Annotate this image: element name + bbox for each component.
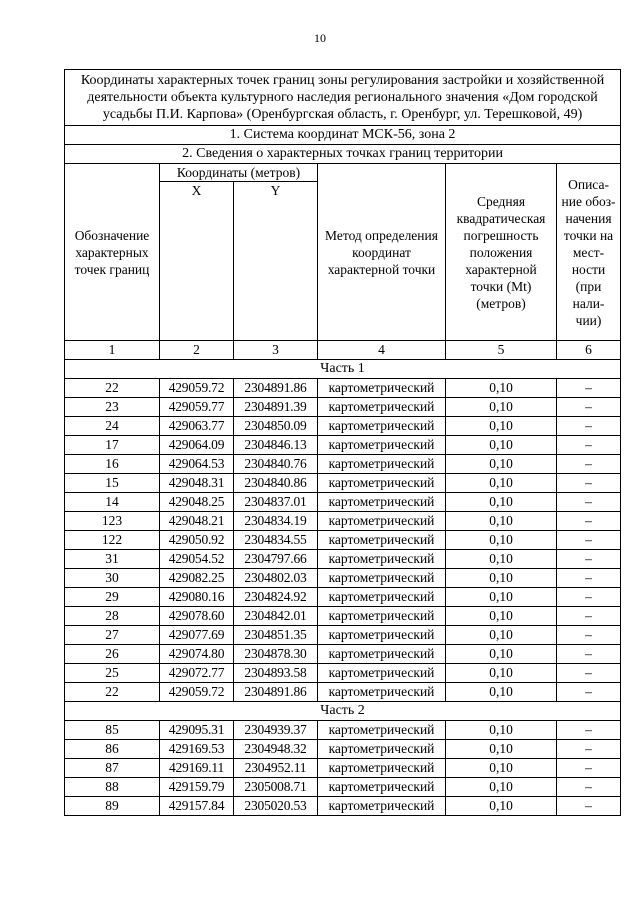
y-coordinate-cell: 2304834.55	[234, 531, 318, 550]
table-row	[65, 417, 621, 436]
error-cell: 0,10	[446, 683, 557, 702]
x-coordinate-cell: 429063.77	[160, 417, 234, 436]
method-cell: картометрический	[318, 531, 446, 550]
description-cell: –	[557, 417, 621, 436]
error-cell: 0,10	[446, 474, 557, 493]
y-coordinate-cell: 2304842.01	[234, 607, 318, 626]
header-description: Описа- ние обоз- начения точки на мест- ности (при нали- чии)	[557, 164, 621, 341]
method-cell: картометрический	[318, 626, 446, 645]
table-row	[65, 588, 621, 607]
header-designation: Обозначение характерных точек границ	[65, 164, 160, 341]
y-coordinate-cell: 2304948.32	[234, 740, 318, 759]
column-number: 2	[160, 341, 234, 360]
error-cell: 0,10	[446, 379, 557, 398]
y-coordinate-cell: 2304824.92	[234, 588, 318, 607]
method-cell: картометрический	[318, 398, 446, 417]
description-cell: –	[557, 569, 621, 588]
method-cell: картометрический	[318, 455, 446, 474]
y-coordinate-cell: 2304878.30	[234, 645, 318, 664]
description-cell: –	[557, 379, 621, 398]
point-number-cell: 26	[65, 645, 160, 664]
method-cell: картометрический	[318, 550, 446, 569]
description-cell: –	[557, 607, 621, 626]
description-cell: –	[557, 455, 621, 474]
table-row	[65, 455, 621, 474]
table-title: Координаты характерных точек границ зоны регулирования застройки и хозяйственной деятельности объекта культурного наследия регионального значения «Дом городской усадьбы П.И. Карпова» (Оренбургская область, г. Оренбург, ул. Терешковой, 49)	[65, 70, 621, 126]
description-cell: –	[557, 759, 621, 778]
y-coordinate-cell: 2305008.71	[234, 778, 318, 797]
description-cell: –	[557, 436, 621, 455]
coordinates-table	[64, 69, 621, 816]
description-cell: –	[557, 778, 621, 797]
point-number-cell: 23	[65, 398, 160, 417]
point-number-cell: 87	[65, 759, 160, 778]
table-row	[65, 607, 621, 626]
error-cell: 0,10	[446, 398, 557, 417]
x-coordinate-cell: 429059.72	[160, 683, 234, 702]
table-row	[65, 512, 621, 531]
y-coordinate-cell: 2304802.03	[234, 569, 318, 588]
table-row	[65, 778, 621, 797]
x-coordinate-cell: 429048.25	[160, 493, 234, 512]
point-number-cell: 17	[65, 436, 160, 455]
x-coordinate-cell: 429064.09	[160, 436, 234, 455]
point-number-cell: 22	[65, 379, 160, 398]
error-cell: 0,10	[446, 531, 557, 550]
error-cell: 0,10	[446, 569, 557, 588]
description-cell: –	[557, 474, 621, 493]
table-row	[65, 721, 621, 740]
x-coordinate-cell: 429159.79	[160, 778, 234, 797]
error-cell: 0,10	[446, 493, 557, 512]
error-cell: 0,10	[446, 740, 557, 759]
method-cell: картометрический	[318, 778, 446, 797]
method-cell: картометрический	[318, 417, 446, 436]
x-coordinate-cell: 429048.31	[160, 474, 234, 493]
header-error: Средняя квадратическая погрешность положения характерной точки (Mt) (метров)	[446, 164, 557, 341]
description-cell: –	[557, 512, 621, 531]
error-cell: 0,10	[446, 778, 557, 797]
point-number-cell: 14	[65, 493, 160, 512]
x-coordinate-cell: 429050.92	[160, 531, 234, 550]
table-row	[65, 626, 621, 645]
x-coordinate-cell: 429095.31	[160, 721, 234, 740]
x-coordinate-cell: 429078.60	[160, 607, 234, 626]
x-coordinate-cell: 429054.52	[160, 550, 234, 569]
y-coordinate-cell: 2304939.37	[234, 721, 318, 740]
x-coordinate-cell: 429169.11	[160, 759, 234, 778]
point-number-cell: 30	[65, 569, 160, 588]
method-cell: картометрический	[318, 797, 446, 816]
method-cell: картометрический	[318, 759, 446, 778]
y-coordinate-cell: 2304851.35	[234, 626, 318, 645]
column-number: 4	[318, 341, 446, 360]
point-number-cell: 86	[65, 740, 160, 759]
table-row	[65, 531, 621, 550]
part-label: Часть 2	[65, 702, 621, 721]
y-coordinate-cell: 2304891.86	[234, 379, 318, 398]
header-y: Y	[234, 182, 318, 341]
method-cell: картометрический	[318, 721, 446, 740]
y-coordinate-cell: 2304797.66	[234, 550, 318, 569]
column-number: 3	[234, 341, 318, 360]
y-coordinate-cell: 2304837.01	[234, 493, 318, 512]
header-x: X	[160, 182, 234, 341]
method-cell: картометрический	[318, 740, 446, 759]
point-number-cell: 25	[65, 664, 160, 683]
y-coordinate-cell: 2304893.58	[234, 664, 318, 683]
x-coordinate-cell: 429048.21	[160, 512, 234, 531]
method-cell: картометрический	[318, 436, 446, 455]
point-number-cell: 16	[65, 455, 160, 474]
y-coordinate-cell: 2304891.39	[234, 398, 318, 417]
error-cell: 0,10	[446, 588, 557, 607]
method-cell: картометрический	[318, 683, 446, 702]
table-row	[65, 474, 621, 493]
x-coordinate-cell: 429080.16	[160, 588, 234, 607]
method-cell: картометрический	[318, 588, 446, 607]
point-number-cell: 22	[65, 683, 160, 702]
column-number: 5	[446, 341, 557, 360]
table-row	[65, 436, 621, 455]
method-cell: картометрический	[318, 664, 446, 683]
coordinate-system: 1. Система координат МСК-56, зона 2	[65, 126, 621, 145]
point-number-cell: 15	[65, 474, 160, 493]
x-coordinate-cell: 429072.77	[160, 664, 234, 683]
table-row	[65, 379, 621, 398]
x-coordinate-cell: 429169.53	[160, 740, 234, 759]
error-cell: 0,10	[446, 626, 557, 645]
table-row	[65, 740, 621, 759]
point-number-cell: 29	[65, 588, 160, 607]
method-cell: картометрический	[318, 474, 446, 493]
y-coordinate-cell: 2304891.86	[234, 683, 318, 702]
description-cell: –	[557, 740, 621, 759]
method-cell: картометрический	[318, 493, 446, 512]
error-cell: 0,10	[446, 797, 557, 816]
description-cell: –	[557, 797, 621, 816]
error-cell: 0,10	[446, 759, 557, 778]
error-cell: 0,10	[446, 645, 557, 664]
x-coordinate-cell: 429157.84	[160, 797, 234, 816]
table-row	[65, 797, 621, 816]
error-cell: 0,10	[446, 512, 557, 531]
column-number: 1	[65, 341, 160, 360]
part-row	[65, 702, 621, 721]
x-coordinate-cell: 429059.72	[160, 379, 234, 398]
point-number-cell: 28	[65, 607, 160, 626]
x-coordinate-cell: 429077.69	[160, 626, 234, 645]
x-coordinate-cell: 429064.53	[160, 455, 234, 474]
table-row	[65, 398, 621, 417]
description-cell: –	[557, 626, 621, 645]
section-heading: 2. Сведения о характерных точках границ территории	[65, 145, 621, 164]
part-row	[65, 360, 621, 379]
table-row	[65, 493, 621, 512]
x-coordinate-cell: 429082.25	[160, 569, 234, 588]
description-cell: –	[557, 550, 621, 569]
header-method: Метод определения координат характерной точки	[318, 164, 446, 341]
table-row	[65, 569, 621, 588]
page-number: 10	[314, 31, 326, 45]
x-coordinate-cell: 429074.80	[160, 645, 234, 664]
table-row	[65, 645, 621, 664]
error-cell: 0,10	[446, 455, 557, 474]
method-cell: картометрический	[318, 607, 446, 626]
description-cell: –	[557, 683, 621, 702]
y-coordinate-cell: 2304834.19	[234, 512, 318, 531]
y-coordinate-cell: 2304952.11	[234, 759, 318, 778]
error-cell: 0,10	[446, 550, 557, 569]
point-number-cell: 27	[65, 626, 160, 645]
error-cell: 0,10	[446, 664, 557, 683]
y-coordinate-cell: 2304850.09	[234, 417, 318, 436]
method-cell: картометрический	[318, 512, 446, 531]
description-cell: –	[557, 664, 621, 683]
description-cell: –	[557, 531, 621, 550]
description-cell: –	[557, 493, 621, 512]
table-row	[65, 550, 621, 569]
point-number-cell: 123	[65, 512, 160, 531]
y-coordinate-cell: 2304846.13	[234, 436, 318, 455]
description-cell: –	[557, 398, 621, 417]
error-cell: 0,10	[446, 721, 557, 740]
y-coordinate-cell: 2305020.53	[234, 797, 318, 816]
error-cell: 0,10	[446, 436, 557, 455]
column-number: 6	[557, 341, 621, 360]
point-number-cell: 122	[65, 531, 160, 550]
method-cell: картометрический	[318, 645, 446, 664]
y-coordinate-cell: 2304840.86	[234, 474, 318, 493]
description-cell: –	[557, 645, 621, 664]
method-cell: картометрический	[318, 379, 446, 398]
y-coordinate-cell: 2304840.76	[234, 455, 318, 474]
description-cell: –	[557, 721, 621, 740]
table-row	[65, 664, 621, 683]
part-label: Часть 1	[65, 360, 621, 379]
table-row	[65, 683, 621, 702]
x-coordinate-cell: 429059.77	[160, 398, 234, 417]
point-number-cell: 24	[65, 417, 160, 436]
point-number-cell: 85	[65, 721, 160, 740]
error-cell: 0,10	[446, 417, 557, 436]
point-number-cell: 88	[65, 778, 160, 797]
description-cell: –	[557, 588, 621, 607]
point-number-cell: 31	[65, 550, 160, 569]
method-cell: картометрический	[318, 569, 446, 588]
header-coordinates: Координаты (метров)	[160, 164, 318, 182]
error-cell: 0,10	[446, 607, 557, 626]
point-number-cell: 89	[65, 797, 160, 816]
table-row	[65, 759, 621, 778]
